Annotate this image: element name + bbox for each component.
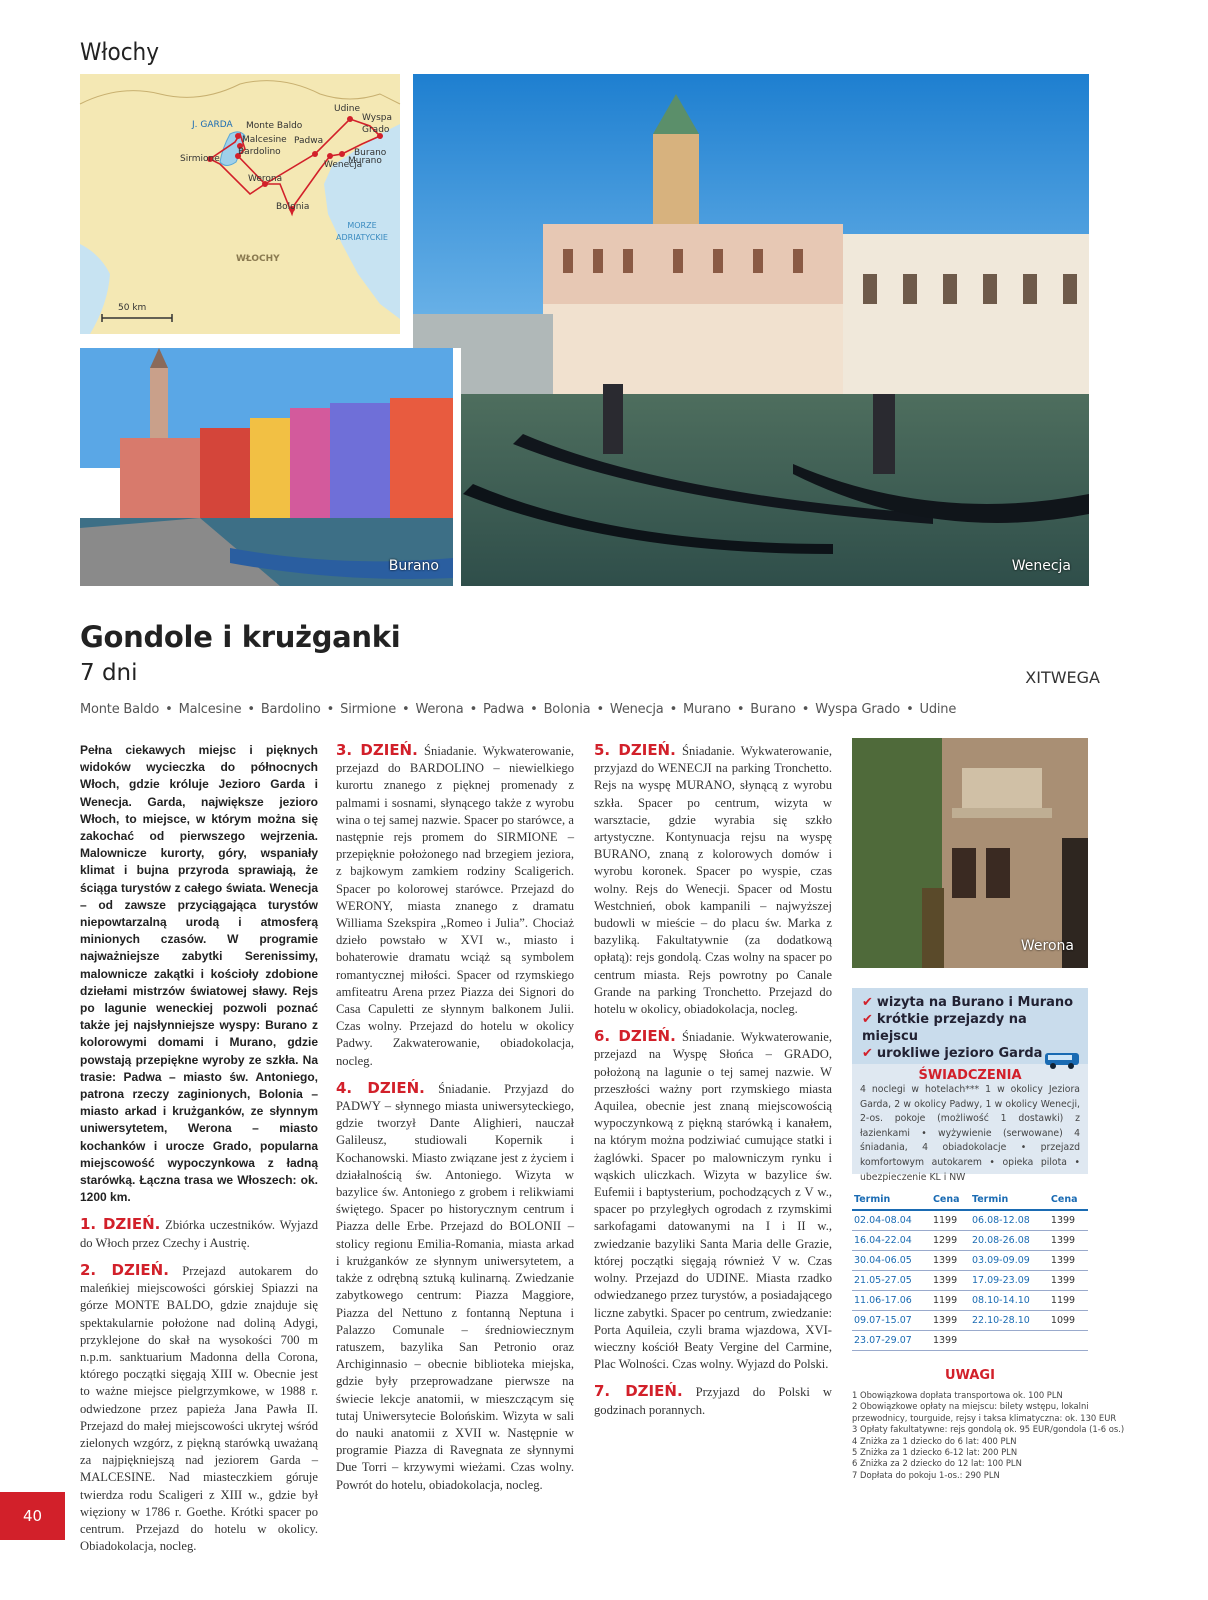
map-label-sirmione: Sirmione xyxy=(180,154,220,164)
route-stop: Burano xyxy=(750,702,796,717)
page-header: Włochy xyxy=(80,38,160,66)
day-6-heading: 6. DZIEŃ. xyxy=(594,1027,676,1046)
route-map xyxy=(80,74,400,334)
day-4 xyxy=(336,1080,574,1494)
route-stop: Bardolino xyxy=(260,702,321,717)
tour-route xyxy=(80,702,956,717)
day-5-heading: 5. DZIEŃ. xyxy=(594,741,676,759)
map-label-udine: Udine xyxy=(334,104,361,114)
route-stop: Bolonia xyxy=(543,702,591,717)
route-separator: • xyxy=(801,702,810,717)
note-item: 3 Opłaty fakultatywne: rejs gondolą ok. 95 EUR/gondola (1-6 os.) xyxy=(852,1424,1125,1435)
route-separator: • xyxy=(906,702,914,717)
price-term: 08.10-14.10 xyxy=(970,1291,1049,1311)
route-separator: • xyxy=(469,702,478,717)
check-icon: ✔ xyxy=(862,995,873,1010)
map-label-wenecja: Wenecja xyxy=(324,160,363,170)
route-separator: • xyxy=(165,702,173,717)
price-row xyxy=(852,1231,1088,1251)
page-number: 40 xyxy=(0,1492,65,1540)
price-term: 20.08-26.08 xyxy=(970,1231,1049,1251)
services-heading: ŚWIADCZENIA xyxy=(918,1068,1022,1083)
route-stop: Udine xyxy=(919,702,957,717)
day-1-text: Zbiórka uczestników. Wyjazd do Włoch przez Czechy i Austrię. xyxy=(80,1218,319,1250)
tour-operator: XITWEGA xyxy=(1025,668,1100,687)
notes-list xyxy=(852,1390,1125,1481)
route-separator: • xyxy=(247,702,255,717)
route-stop: Monte Baldo xyxy=(80,702,160,717)
day-4-heading: 4. DZIEŃ. xyxy=(336,1078,425,1097)
day-5 xyxy=(594,742,832,1018)
caption-werona: Werona xyxy=(1020,938,1074,954)
caption-wenecja: Wenecja xyxy=(1011,558,1071,574)
price-row xyxy=(852,1251,1088,1271)
caption-burano: Burano xyxy=(388,558,439,574)
day-3-text: Śniadanie. Wykwaterowanie, przejazd do BARDOLINO – niewielkiego kurortu znanego z pięknej promenady z palmami i sosnami, słynącego także z wyrobu wina o tej samej nazwie. Spacer po starówce, a następnie rejs promem do SIRMIONE – przepięknie położonego nad brzegiem jeziora, z bajkowym zamkiem rodziny Scaligerich. Spacer po kolorowej starówce. Przejazd do WERONY, miasta znanego z dramatu Williama Szekspira „Romeo i Julia”. Chociaż dzieło powstało w XVI w., miasto i bohaterowie dramatu wciąż są symbolem romantycznej miłości. Spacer od rzymskiego amfiteatru Arena przez Piazza dei Signori do Casa Capuletti ze słynnym balkonem Julii. Czas wolny. Przejazd do hotelu w okolicy Padwy. Zakwaterowanie, obiadokolacja, nocleg. xyxy=(336,744,574,1068)
map-label-bardolino: Bardolino xyxy=(238,147,281,157)
map-label-sea: MORZE ADRIATYCKIE xyxy=(336,221,388,242)
route-stop: Werona xyxy=(415,702,464,717)
map-label-monte-baldo: Monte Baldo xyxy=(246,121,303,131)
route-separator: • xyxy=(530,702,538,717)
text-column-3 xyxy=(594,742,832,1429)
note-item: 1 Obowiązkowa dopłata transportowa ok. 100 PLN xyxy=(852,1390,1063,1400)
map-label-bolonia: Bolonia xyxy=(276,202,310,212)
route-stop: Sirmione xyxy=(340,702,396,717)
text-column-1 xyxy=(80,742,318,1565)
price-row xyxy=(852,1311,1088,1331)
intro-text: Pełna ciekawych miejsc i pięknych widoków wycieczka do północnych Włoch, gdzie króluje Jezioro Garda i Wenecja. Garda, największe jezioro Włoch, to miejsce, w którym można się zakochać od pierwszego wejrzenia. Malownicze kurorty, góry, wspaniały klimat i bujna przyroda sprawiają, że ściąga turystów z całego świata. Wenecja – od zawsze przyciągająca turystów niepowtarzalną urodą i atmosferą minionych czasów. W programie najważniejsze zabytki Serenissimy, malownicze zakątki i kościoły zdobione dziełami mistrzów światowej sławy. Rejs po lagunie weneckiej pozwoli poznać także jej najsłynniejsze wyspy: Burano z kolorowymi domami i Murano, gdzie powstają przepiękne wyroby ze szkła. Na trasie: Padwa – miasto św. Antoniego, patrona rzeczy zaginionych, Bolonia – miasto arkad i krużganków, ze słynnym uniwersytetem, Werona – miasto kochanków i urocze Grado, popularna miejscowość wypoczynkowa z ładną starówką. Łączna trasa we Włoszech: ok. 1200 km. xyxy=(80,743,318,1205)
day-3-heading: 3. DZIEŃ. xyxy=(336,741,418,759)
price-table xyxy=(852,1190,1088,1351)
price-value: 1399 xyxy=(1049,1231,1088,1251)
price-row xyxy=(852,1271,1088,1291)
route-separator: • xyxy=(736,702,745,717)
highlight-item: ✔ krótkie przejazdy na miejscu xyxy=(862,1012,1027,1044)
text-column-2 xyxy=(336,742,574,1504)
route-separator: • xyxy=(669,702,678,717)
price-value: 1399 xyxy=(1049,1271,1088,1291)
day-3 xyxy=(336,742,574,1070)
tour-duration: 7 dni xyxy=(80,660,138,686)
route-stop: Padwa xyxy=(483,702,525,717)
map-label-murano: Murano xyxy=(348,156,382,166)
price-term: 30.04-06.05 xyxy=(852,1251,931,1271)
note-item: 4 Zniżka za 1 dziecko do 6 lat: 400 PLN xyxy=(852,1435,1017,1446)
price-value xyxy=(1049,1331,1088,1351)
note-item: przewodnicy, tourguide, rejsy i taksa klimatyczna: ok. 130 EUR xyxy=(852,1412,1117,1423)
price-table-header: Termin Cena Termin Cena xyxy=(852,1190,1088,1210)
route-stop: Wyspa Grado xyxy=(815,702,901,717)
services-text: 4 noclegi w hotelach*** 1 w okolicy Jeziora Garda, 2 w okolicy Padwy, 1 w okolicy Wenecji, 2-os. pokoje (możliwość 1 dostawki) z łazienkami • wyżywienie (serwowane) 4 śniadania, 4 obiadokolacje • przejazd komfortowym autokarem • opieka pilota • ubezpieczenie KL i NW xyxy=(860,1084,1080,1183)
price-value: 1399 xyxy=(1049,1251,1088,1271)
notes-heading: UWAGI xyxy=(945,1368,995,1383)
map-scale-label: 50 km xyxy=(118,303,147,313)
map-label-malcesine: Malcesine xyxy=(242,135,287,145)
day-2-heading: 2. DZIEŃ. xyxy=(80,1260,169,1279)
photo-werona xyxy=(852,738,1088,968)
price-value: 1199 xyxy=(931,1291,970,1311)
price-value: 1199 xyxy=(1049,1291,1088,1311)
day-5-text: Śniadanie. Wykwaterowanie, przyjazd do WENECJI na parking Tronchetto. Rejs na wyspę MURANO, słynącą z wyrobu szkła. Spacer po centrum, wizyta w warsztacie, gdzie wyrabia się szkło artystyczne. Kontynuacja rejsu na wyspę BURANO, znaną z kolorowych domów i wyrobu koronek. Spacer po wyspie, czas wolny. Rejs do Wenecji. Spacer od Mostu Westchnień, obok kampanili – najwyższej budowli w mieście – do placu św. Marka z bazyliką. Fakultatywnie (za dodatkową opłatą): rejs gondolą. Czas wolny na spacer po centrum miasta. Rejs powrotny po Canale Grande na parking Tronchetto. Przejazd do hotelu w okolicy, obiadokolacja, nocleg. xyxy=(594,744,832,1017)
route-separator: • xyxy=(402,702,410,717)
price-term: 09.07-15.07 xyxy=(852,1311,931,1331)
day-6-text: Śniadanie. Wykwaterowanie, przejazd na Wyspę Słońca – GRADO, położoną na lagunie o tej samej nazwie. W przeszłości ważny port rzymskiego miasta Aquilea, obecnie jest znaną miejscowością wypoczynkową z piękną starówką i kanałem, na którym można podziwiać cumujące statki i żaglówki. Spacer po malowniczym rynku i wąskich uliczkach. Wizyta w bazylice św. Eufemii i baptysterium, pochodzących z V w., spacer po przyległych ogrodach z rzymskimi sarkofagami datowanymi na I i II w., zwiedzanie bazyliki Santa Maria delle Grazie, której początki sięgają również V w. Czas wolny. Przejazd do UDINE. Miasta rzadko odwiedzanego przez turystów, a posiadającego liczne zabytki. Spacer po centrum, zwiedzanie: Porta Aquileia, czyli brama wjazdowa, XVI-wieczny kościół Beaty Vergine del Carmine, Plac Wolności. Czas wolny. Wyjazd do Polski. xyxy=(594,1030,832,1372)
price-value: 1399 xyxy=(931,1311,970,1331)
map-label-werona: Werona xyxy=(248,174,283,184)
note-item: 7 Dopłata do pokoju 1-os.: 290 PLN xyxy=(852,1469,1000,1480)
day-4-text: Śniadanie. Przyjazd do PADWY – słynnego miasta uniwersyteckiego, gdzie tworzył Dante Alighieri, nauczał Galileusz, studiowali Kopernik i Kochanowski. Miasto związane jest z życiem i działalnością św. Antoniego. Wizyta w bazylice św. Antoniego z grobem i relikwiami świętego. Spacer po historycznym centrum i Piazza delle Erbe. Przejazd do BOLONII – stolicy regionu Emilia-Romania, miasta arkad i krużganków ze słynnym uniwersytetem, a także z odrębną sztuką kulinarną. Zwiedzanie zabytkowego centrum: Piazza Maggiore, Piazza del Nettuno z fontanną Neptuna i Palazzo Comunale – średniowiecznym ratuszem, bazylika San Petronio oraz Archiginnasio – obecnie biblioteka miejska, gdzie były przeprowadzane pierwsze na świecie lekcje anatomii, w mieszczącym się tutaj Uniwersytecie Bolońskim. Wizyta w sali do nauki anatomii z XVII w. Następnie w programie Piazza di Ravegnata ze słynnymi Due Torri – krzywymi wieżami. Czas wolny. Powrót do hotelu, obiadokolacja, nocleg. xyxy=(336,1081,574,1492)
price-row xyxy=(852,1291,1088,1311)
check-icon: ✔ xyxy=(862,1012,873,1027)
route-stop: Malcesine xyxy=(178,702,242,717)
map-label-wyspa-grado: Wyspa Grado xyxy=(362,113,392,135)
photo-burano xyxy=(80,348,461,586)
highlight-item: ✔ wizyta na Burano i Murano xyxy=(862,995,1074,1010)
price-value: 1399 xyxy=(931,1251,970,1271)
price-value: 1399 xyxy=(1049,1210,1088,1231)
price-value: 1399 xyxy=(931,1331,970,1351)
price-term: 11.06-17.06 xyxy=(852,1291,931,1311)
price-term: 03.09-09.09 xyxy=(970,1251,1049,1271)
route-stop: Wenecja xyxy=(609,702,664,717)
bus-icon xyxy=(1044,1052,1080,1070)
price-term xyxy=(970,1331,1049,1351)
note-item: 6 Zniżka za 2 dziecko do 12 lat: 100 PLN xyxy=(852,1458,1022,1469)
price-term: 06.08-12.08 xyxy=(970,1210,1049,1231)
highlight-item: ✔ urokliwe jezioro Garda xyxy=(862,1046,1043,1061)
map-label-burano: Burano xyxy=(354,148,387,158)
map-label-padwa: Padwa xyxy=(294,136,324,146)
price-value: 1199 xyxy=(931,1210,970,1231)
price-term: 17.09-23.09 xyxy=(970,1271,1049,1291)
services-box xyxy=(852,1064,1088,1183)
check-icon: ✔ xyxy=(862,1046,873,1061)
day-7-heading: 7. DZIEŃ. xyxy=(594,1382,683,1401)
day-1 xyxy=(80,1216,318,1251)
price-term: 16.04-22.04 xyxy=(852,1231,931,1251)
day-7 xyxy=(594,1383,832,1418)
price-term: 21.05-27.05 xyxy=(852,1271,931,1291)
day-2-text: Przejazd autokarem do maleńkiej miejscowości górskiej Spiazzi na górze MONTE BALDO, gdzie znajduje się spektakularnie położone nad doliną Adygi, przyklejone do skał na wysokości 700 m n.p.m. sanktuarium Madonna della Corona, którego początki sięgają XIII w. Obecnie jest to ważne miejsce pielgrzymkowe, w 1988 r. odwiedzone przez papieża Jana Pawła II. Przejazd do małej miejscowości ukrytej wśród zielonych wzgórz, z piękną starówką uważaną za najpiękniejszą nad jeziorem Garda – MALCESINE. Nad miasteczkiem góruje twierdza rodu Scaligeri z XIII w., gdzie był więziony w 1786 r. Goethe. Krótki spacer po centrum. Przejazd do hotelu w okolicy. Obiadokolacja, nocleg. xyxy=(80,1263,318,1554)
note-item: 5 Zniżka za 1 dziecko 6-12 lat: 200 PLN xyxy=(852,1447,1018,1458)
route-stop: Murano xyxy=(683,702,731,717)
map-label-country: WŁOCHY xyxy=(236,254,280,264)
price-row xyxy=(852,1331,1088,1351)
route-separator: • xyxy=(596,702,604,717)
day-2 xyxy=(80,1262,318,1555)
map-label-garda: J. GARDA xyxy=(192,120,233,130)
price-term: 22.10-28.10 xyxy=(970,1311,1049,1331)
day-1-heading: 1. DZIEŃ. xyxy=(80,1215,161,1234)
price-term: 23.07-29.07 xyxy=(852,1331,931,1351)
photo-wenecja xyxy=(413,74,1089,586)
price-value: 1399 xyxy=(931,1271,970,1291)
tour-title: Gondole i krużganki xyxy=(80,620,401,654)
day-7-text: Przyjazd do Polski w godzinach porannych. xyxy=(594,1385,832,1417)
price-value: 1299 xyxy=(931,1231,970,1251)
price-term: 02.04-08.04 xyxy=(852,1210,931,1231)
note-item: 2 Obowiązkowe opłaty na miejscu: bilety wstępu, lokalni xyxy=(852,1401,1089,1412)
price-value: 1099 xyxy=(1049,1311,1088,1331)
day-6 xyxy=(594,1028,832,1373)
price-row xyxy=(852,1210,1088,1231)
route-separator: • xyxy=(326,702,335,717)
